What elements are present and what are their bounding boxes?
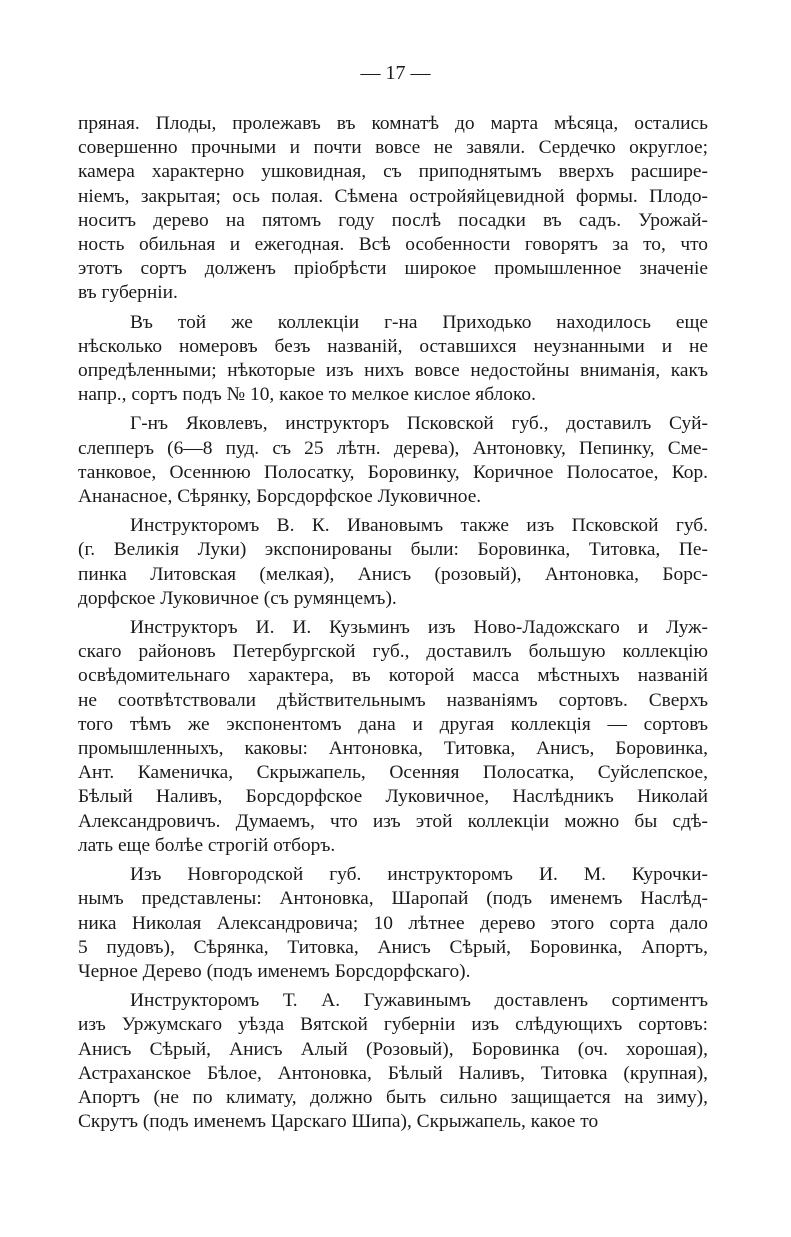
text-line: Скрутъ (подъ именемъ Царскаго Шипа), Скрыжапель, какое то <box>78 1111 599 1133</box>
text-line: танковое, Осеннюю Полосатку, Боровинку, Коричное Полосатое, Кор. <box>78 461 708 483</box>
text-line: (г. Великія Луки) экспонированы были: Боровинка, Титовка, Пе- <box>78 539 708 561</box>
body-text <box>78 112 708 1139</box>
text-line: Въ той же коллекціи г-на Приходько находилось еще <box>130 311 708 333</box>
text-line: Инструкторъ И. И. Кузьминъ изъ Ново-Ладожскаго и Луж- <box>130 617 708 639</box>
text-line: дорфское Луковичное (съ румянцемъ). <box>78 587 397 609</box>
text-line: ность обильная и ежегодная. Всѣ особенности говорятъ за то, что <box>78 234 708 256</box>
text-line: опредѣленными; нѣкоторые изъ нихъ вовсе недостойны вниманія, какъ <box>78 360 708 382</box>
paragraph <box>78 311 708 408</box>
paragraph <box>78 112 708 306</box>
text-line: Александровичъ. Думаемъ, что изъ этой коллекціи можно бы сдѣ- <box>78 810 708 832</box>
text-line: напр., сортъ подъ № 10, какое то мелкое кислое яблоко. <box>78 384 536 406</box>
text-line: скаго районовъ Петербургской губ., доставилъ большую коллекцію <box>78 641 708 663</box>
text-line: совершенно прочными и почти вовсе не завяли. Сердечко округлое; <box>78 137 708 159</box>
text-line: Инструкторомъ Т. А. Гужавинымъ доставленъ сортиментъ <box>130 990 708 1012</box>
text-line: камера характерно ушковидная, съ приподнятымъ вверхъ расшире- <box>78 161 708 183</box>
paragraph <box>78 989 708 1134</box>
text-line: ника Николая Александровича; 10 лѣтнее дерево этого сорта дало <box>78 912 708 934</box>
text-line: 5 пудовъ), Сѣрянка, Титовка, Анисъ Сѣрый, Боровинка, Апортъ, <box>78 936 708 958</box>
text-line: носитъ дерево на пятомъ году послѣ посадки въ садъ. Урожай- <box>78 209 708 231</box>
text-line: пинка Литовская (мелкая), Анисъ (розовый), Антоновка, Борс- <box>78 563 708 585</box>
text-line: промышленныхъ, каковы: Антоновка, Титовка, Анисъ, Боровинка, <box>78 738 708 760</box>
text-line: ніемъ, закрытая; ось полая. Сѣмена остройяйцевидной формы. Плодо- <box>78 185 708 207</box>
text-line: не соотвѣтствовали дѣйствительнымъ названіямъ сортовъ. Сверхъ <box>78 689 708 711</box>
paragraph <box>78 412 708 509</box>
text-line: освѣдомительнаго характера, въ которой масса мѣстныхъ названій <box>78 665 708 687</box>
text-line: лать еще болѣе строгій отборъ. <box>78 834 336 856</box>
text-line: Инструкторомъ В. К. Ивановымъ также изъ Псковской губ. <box>130 515 708 537</box>
paragraph <box>78 863 708 984</box>
text-line: Апортъ (не по климату, должно быть сильно защищается на зиму), <box>78 1086 708 1108</box>
text-line: Анисъ Сѣрый, Анисъ Алый (Розовый), Боровинка (оч. хорошая), <box>78 1038 708 1060</box>
paragraph <box>78 616 708 858</box>
text-line: изъ Уржумскаго уѣзда Вятской губерніи изъ слѣдующихъ сортовъ: <box>78 1014 708 1036</box>
text-line: нымъ представлены: Антоновка, Шаропай (подъ именемъ Наслѣд- <box>78 888 708 910</box>
text-line: Черное Дерево (подъ именемъ Борсдорфскаго). <box>78 960 471 982</box>
text-line: пряная. Плоды, пролежавъ въ комнатѣ до марта мѣсяца, остались <box>78 113 708 134</box>
text-line: слепперъ (6—8 пуд. съ 25 лѣтн. дерева), Антоновку, Пепинку, Сме- <box>78 437 708 459</box>
text-line: Изъ Новгородской губ. инструкторомъ И. М. Курочки- <box>130 864 708 886</box>
text-line: Астраханское Бѣлое, Антоновка, Бѣлый Наливъ, Титовка (крупная), <box>78 1062 708 1084</box>
text-line: Ант. Каменичка, Скрыжапель, Осенняя Полосатка, Суйслепское, <box>78 762 708 784</box>
page-number: — 17 — <box>360 62 431 84</box>
text-line: нѣсколько номеровъ безъ названій, оставшихся неузнанными и не <box>78 335 708 357</box>
text-line: этотъ сортъ долженъ пріобрѣсти широкое промышленное значеніе <box>78 258 708 280</box>
text-line: Г-нъ Яковлевъ, инструкторъ Псковской губ., доставилъ Суй- <box>130 413 708 435</box>
paragraph <box>78 514 708 611</box>
text-line: Бѣлый Наливъ, Борсдорфское Луковичное, Наслѣдникъ Николай <box>78 786 708 808</box>
text-line: въ губерніи. <box>78 282 178 304</box>
text-line: Ананасное, Сѣрянку, Борсдорфское Луковичное. <box>78 486 482 508</box>
text-line: того тѣмъ же экспонентомъ дана и другая коллекція — сортовъ <box>78 713 708 735</box>
